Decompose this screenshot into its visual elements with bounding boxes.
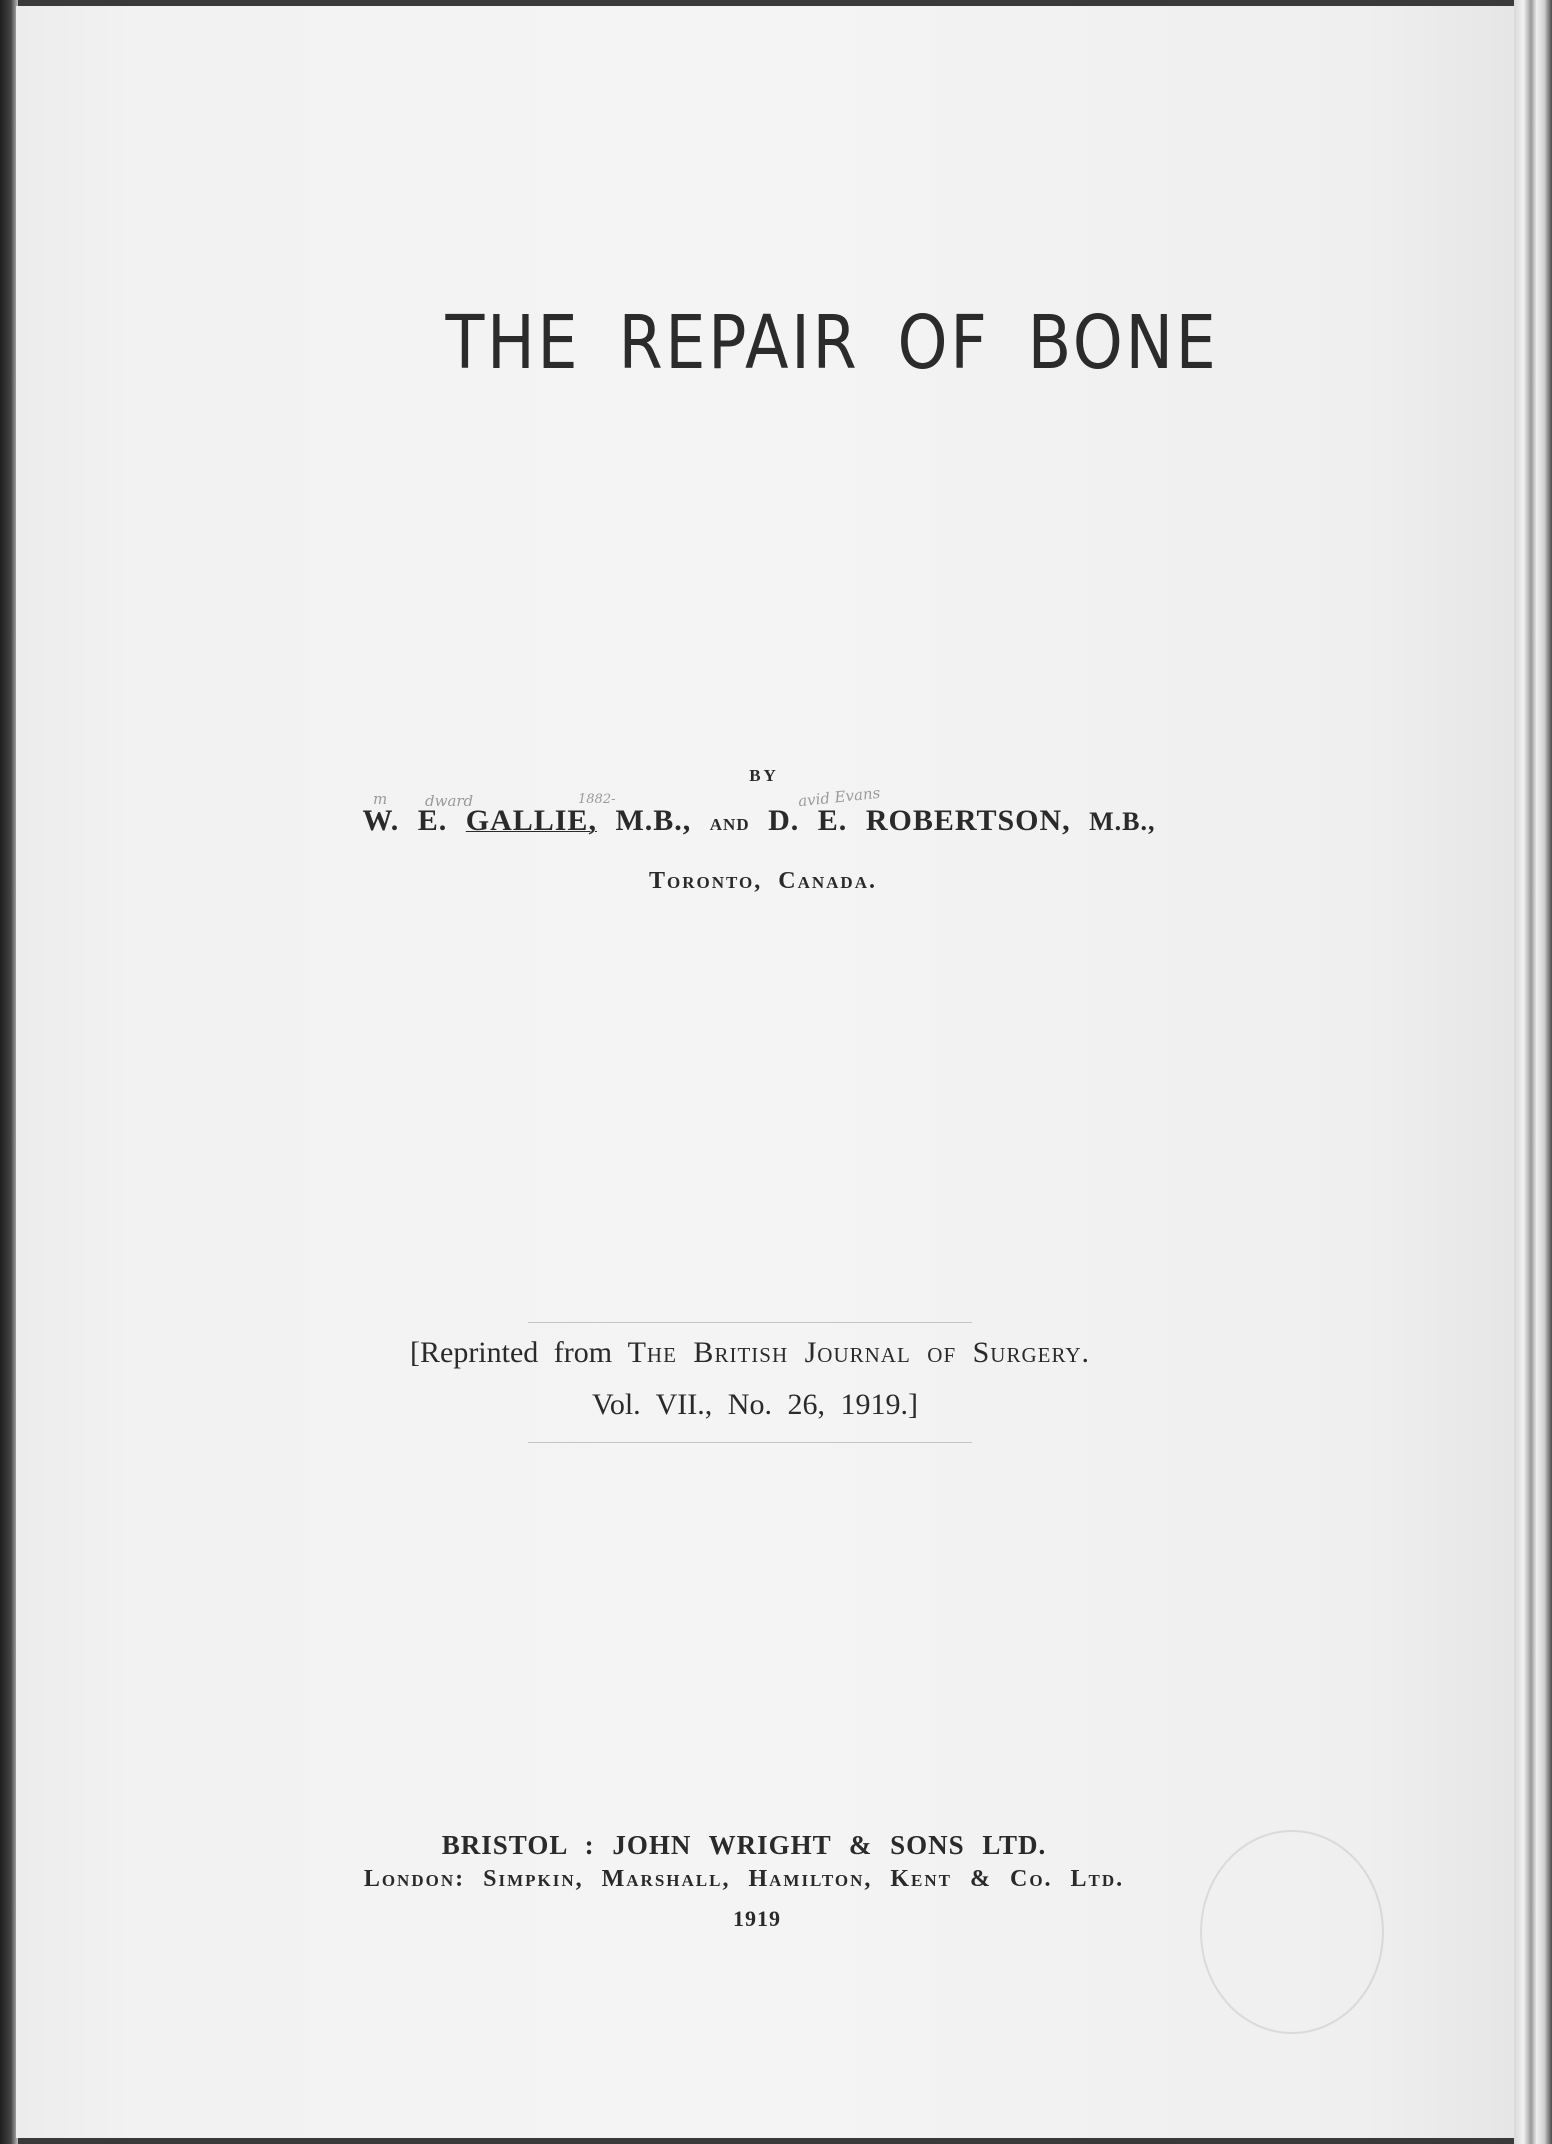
publisher-line-1: BRISTOL : JOHN WRIGHT & SONS LTD. (441, 1830, 1047, 1860)
authors-line (0, 804, 1518, 838)
author-2-degree: M.B., (1089, 807, 1156, 836)
divider-bottom (528, 1442, 972, 1443)
author-conjunction: and (709, 810, 750, 836)
author-1-degree: M.B., (615, 804, 692, 837)
publisher-line-2: London: Simpkin, Marshall, Hamilton, Kent & Co. Ltd. (363, 1866, 1125, 1892)
author-1-surname: GALLIE, (465, 804, 597, 837)
book-title: THE REPAIR OF BONE (445, 300, 1219, 386)
author-2-initials: D. E. (768, 804, 848, 837)
author-location: Toronto, Canada. (649, 868, 877, 894)
handwritten-note: avid Evans (797, 783, 882, 811)
publication-year: 1919 (733, 1906, 781, 1931)
handwritten-note: 1882- (578, 792, 616, 807)
faint-library-stamp (1200, 1830, 1384, 2034)
author-1-initials: W. E. (362, 804, 448, 837)
journal-name: The British Journal of Surgery. (627, 1336, 1090, 1369)
byline: BY (749, 766, 779, 785)
reprint-notice-line-2: Vol. VII., No. 26, 1919.] (592, 1388, 918, 1421)
reprint-notice-line-1: [Reprinted from The British Journal of Surgery. (410, 1336, 1090, 1369)
handwritten-note: m (373, 790, 388, 808)
divider-top (528, 1322, 972, 1323)
handwritten-note: dward (425, 792, 474, 810)
author-2-surname: ROBERTSON, (865, 804, 1071, 837)
